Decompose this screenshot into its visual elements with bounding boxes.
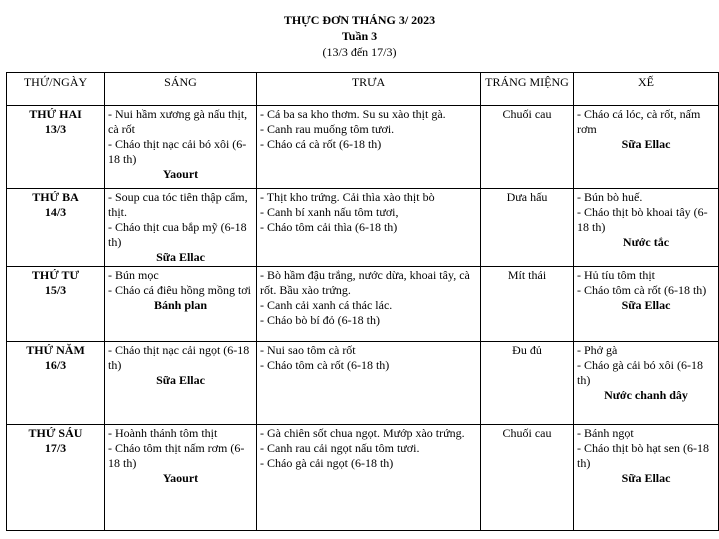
afternoon-extra: Sữa Ellac <box>621 298 671 312</box>
morning-extra: Sữa Ellac <box>156 250 205 264</box>
noon-item: - Canh rau muống tôm tươi. <box>260 122 395 136</box>
morning-cell <box>105 267 257 342</box>
dessert-cell: Dưa hấu <box>481 189 574 267</box>
morning-item: - Bún mọc <box>108 268 159 282</box>
afternoon-cell <box>574 342 719 425</box>
noon-item: - Cháo tôm cải thìa (6-18 th) <box>260 220 398 234</box>
noon-cell <box>257 106 481 189</box>
day-name: THỨ BA <box>32 190 79 204</box>
table-row <box>7 425 719 531</box>
afternoon-item: - Bánh ngọt <box>577 426 634 440</box>
morning-item: - Nui hầm xương gà nấu thịt, cà rốt <box>108 107 248 136</box>
day-cell <box>7 106 105 189</box>
col-header-day: THỨ/NGÀY <box>7 73 105 106</box>
table-row <box>7 342 719 425</box>
morning-cell <box>105 106 257 189</box>
noon-cell <box>257 267 481 342</box>
day-name: THỨ HAI <box>29 107 82 121</box>
morning-item: - Cháo thịt cua bắp mỹ (6-18 th) <box>108 220 247 249</box>
noon-item: - Bò hầm đậu trắng, nước dừa, khoai tây, cà rốt. Bầu xào trứng. <box>260 268 470 297</box>
day-name: THỨ SÁU <box>28 426 83 440</box>
day-name: THỨ NĂM <box>26 343 85 357</box>
noon-item: - Cá ba sa kho thơm. Su su xào thịt gà. <box>260 107 446 121</box>
date-range: (13/3 đến 17/3) <box>322 45 397 59</box>
noon-item: - Canh bí xanh nấu tôm tươi, <box>260 205 399 219</box>
day-date: 13/3 <box>44 122 67 136</box>
day-cell <box>7 425 105 531</box>
noon-item: - Gà chiên sốt chua ngọt. Mướp xào trứng. <box>260 426 465 440</box>
noon-item: - Cháo cá cà rốt (6-18 th) <box>260 137 382 151</box>
menu-header <box>0 12 719 60</box>
morning-extra: Sữa Ellac <box>156 373 205 387</box>
dessert-cell: Chuối cau <box>481 425 574 531</box>
morning-item: - Cháo thịt nạc cải bó xôi (6-18 th) <box>108 137 247 166</box>
morning-item: - Soup cua tóc tiên thập cẩm, thịt. <box>108 190 248 219</box>
morning-cell <box>105 342 257 425</box>
day-name: THỨ TƯ <box>31 268 80 282</box>
day-cell <box>7 342 105 425</box>
noon-item: - Canh cải xanh cá thác lác. <box>260 298 393 312</box>
col-header-morning: SÁNG <box>105 73 257 106</box>
noon-cell <box>257 189 481 267</box>
day-cell <box>7 189 105 267</box>
col-header-noon: TRƯA <box>257 73 481 106</box>
afternoon-extra: Sữa Ellac <box>621 137 671 151</box>
afternoon-item: - Cháo cá lóc, cà rốt, nấm rơm <box>577 107 701 136</box>
noon-item: - Canh rau cải ngọt nấu tôm tươi. <box>260 441 420 455</box>
dessert-cell: Đu đủ <box>481 342 574 425</box>
noon-item: - Nui sao tôm cà rốt <box>260 343 356 357</box>
week-label: Tuần 3 <box>341 29 378 43</box>
table-row <box>7 106 719 189</box>
col-header-afternoon: XẾ <box>574 73 719 106</box>
col-header-dessert: TRÁNG MIỆNG <box>481 73 574 106</box>
page-title: THỰC ĐƠN THÁNG 3/ 2023 <box>283 13 436 27</box>
noon-item: - Cháo tôm cà rốt (6-18 th) <box>260 358 390 372</box>
dessert-cell: Chuối cau <box>481 106 574 189</box>
day-date: 14/3 <box>44 205 67 219</box>
afternoon-cell <box>574 267 719 342</box>
header-row <box>7 73 719 106</box>
afternoon-cell <box>574 425 719 531</box>
day-date: 17/3 <box>44 441 67 455</box>
noon-cell <box>257 342 481 425</box>
afternoon-item: - Cháo gà cải bó xôi (6-18 th) <box>577 358 703 387</box>
afternoon-item: - Phở gà <box>577 343 618 357</box>
afternoon-item: - Cháo thịt bò hạt sen (6-18 th) <box>577 441 709 470</box>
morning-item: - Hoành thánh tôm thịt <box>108 426 218 440</box>
table-row <box>7 189 719 267</box>
afternoon-item: - Cháo tôm cà rốt (6-18 th) <box>577 283 707 297</box>
day-date: 15/3 <box>44 283 67 297</box>
morning-cell <box>105 189 257 267</box>
afternoon-extra: Nước chanh dây <box>604 388 688 402</box>
afternoon-item: - Bún bò huế. <box>577 190 643 204</box>
morning-extra: Yaourt <box>162 167 199 181</box>
afternoon-cell <box>574 106 719 189</box>
afternoon-extra: Sữa Ellac <box>621 471 671 485</box>
noon-item: - Cháo bò bí đỏ (6-18 th) <box>260 313 380 327</box>
morning-item: - Cháo cá điêu hồng mồng tơi <box>108 283 251 297</box>
afternoon-cell <box>574 189 719 267</box>
morning-item: - Cháo tôm thịt nấm rơm (6-18 th) <box>108 441 245 470</box>
day-date: 16/3 <box>44 358 67 372</box>
menu-table <box>6 72 719 531</box>
noon-cell <box>257 425 481 531</box>
dessert-cell: Mít thái <box>481 267 574 342</box>
afternoon-item: - Hủ tíu tôm thịt <box>577 268 655 282</box>
table-row <box>7 267 719 342</box>
morning-cell <box>105 425 257 531</box>
morning-extra: Yaourt <box>162 471 199 485</box>
morning-item: - Cháo thịt nạc cải ngọt (6-18 th) <box>108 343 250 372</box>
noon-item: - Thịt kho trứng. Cải thìa xào thịt bò <box>260 190 435 204</box>
afternoon-extra: Nước tắc <box>622 235 670 249</box>
afternoon-item: - Cháo thịt bò khoai tây (6-18 th) <box>577 205 708 234</box>
day-cell <box>7 267 105 342</box>
morning-extra: Bánh plan <box>153 298 208 312</box>
noon-item: - Cháo gà cải ngọt (6-18 th) <box>260 456 394 470</box>
